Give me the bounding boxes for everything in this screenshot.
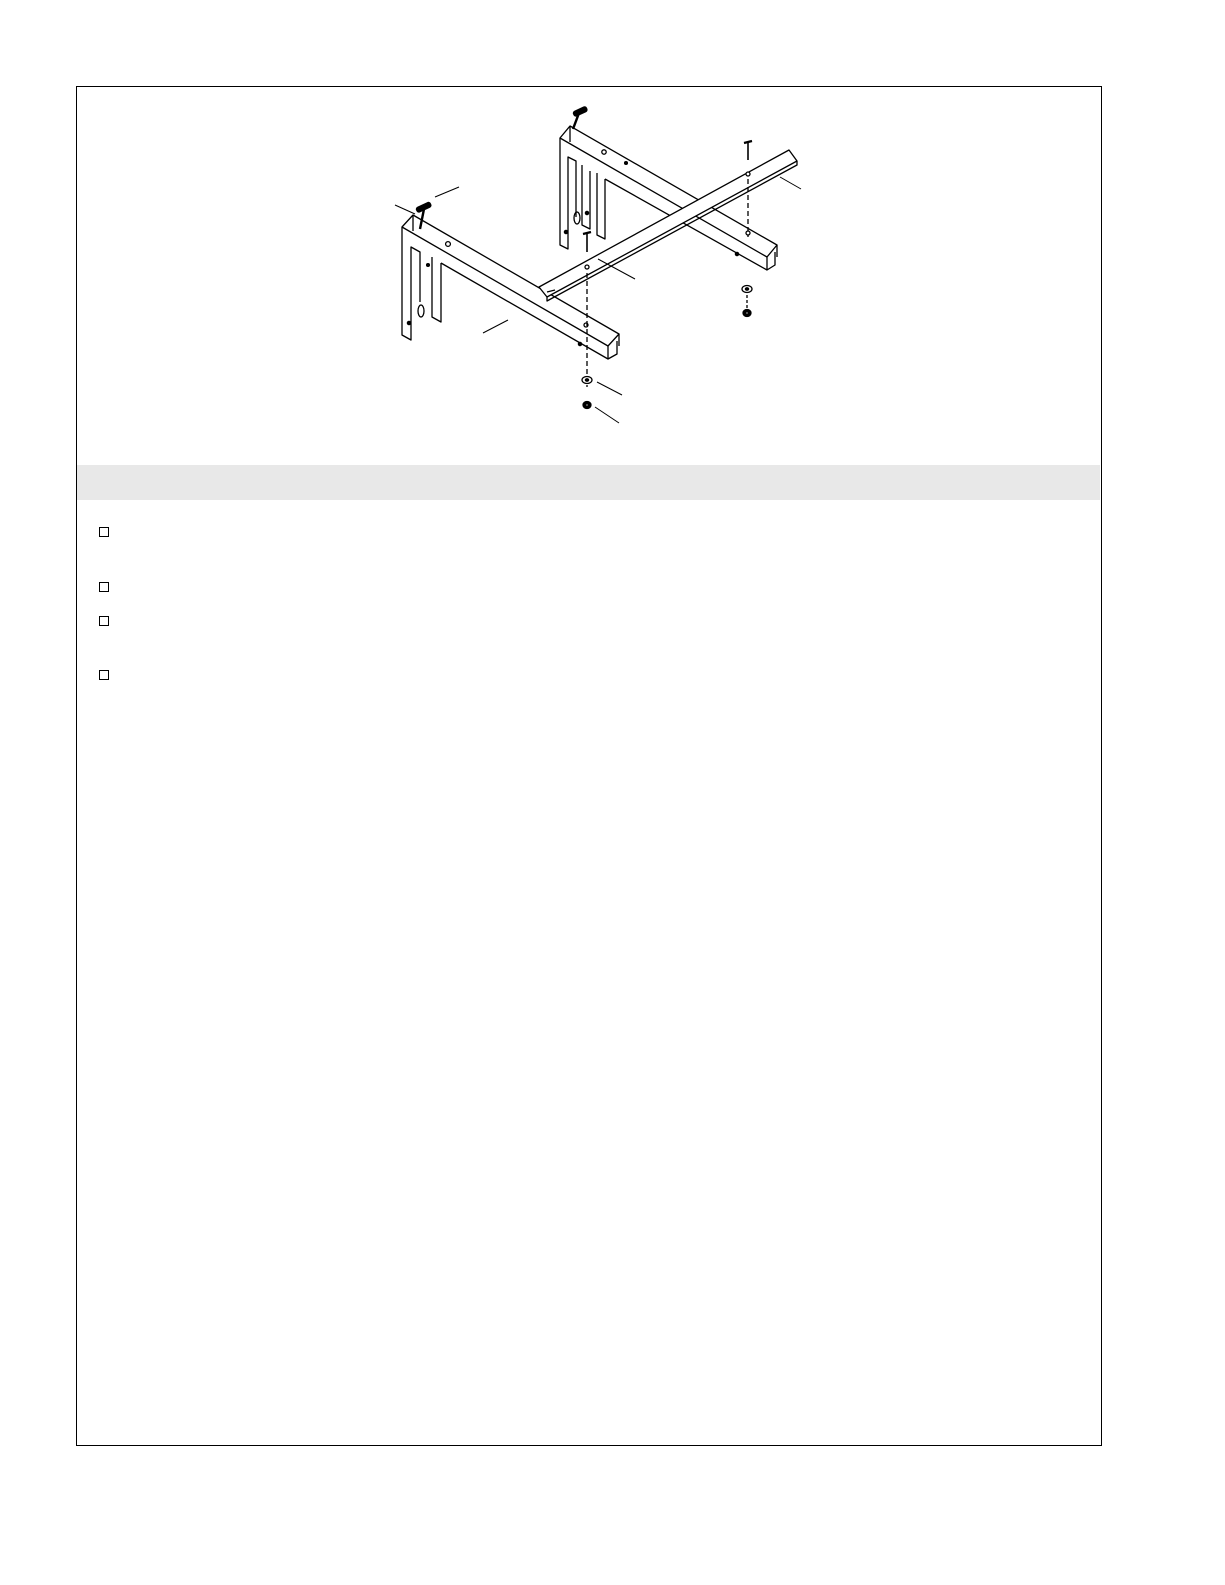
rear-t-bolt <box>573 106 588 129</box>
document-page-frame <box>76 86 1102 1446</box>
washer-right <box>742 286 752 293</box>
checkbox-icon[interactable] <box>99 582 109 592</box>
checkbox-icon[interactable] <box>99 527 109 537</box>
rear-bracket <box>560 126 777 270</box>
cross-bar <box>539 150 797 301</box>
nut-right <box>743 310 751 317</box>
nut-left <box>583 402 591 409</box>
checkbox-icon[interactable] <box>99 616 109 626</box>
washer-left <box>582 377 592 384</box>
screw-left <box>583 232 591 387</box>
checkbox-icon[interactable] <box>99 670 109 680</box>
leader-lines <box>395 177 801 423</box>
bracket-assembly-illustration <box>77 87 1103 465</box>
section-header-band <box>77 465 1100 500</box>
